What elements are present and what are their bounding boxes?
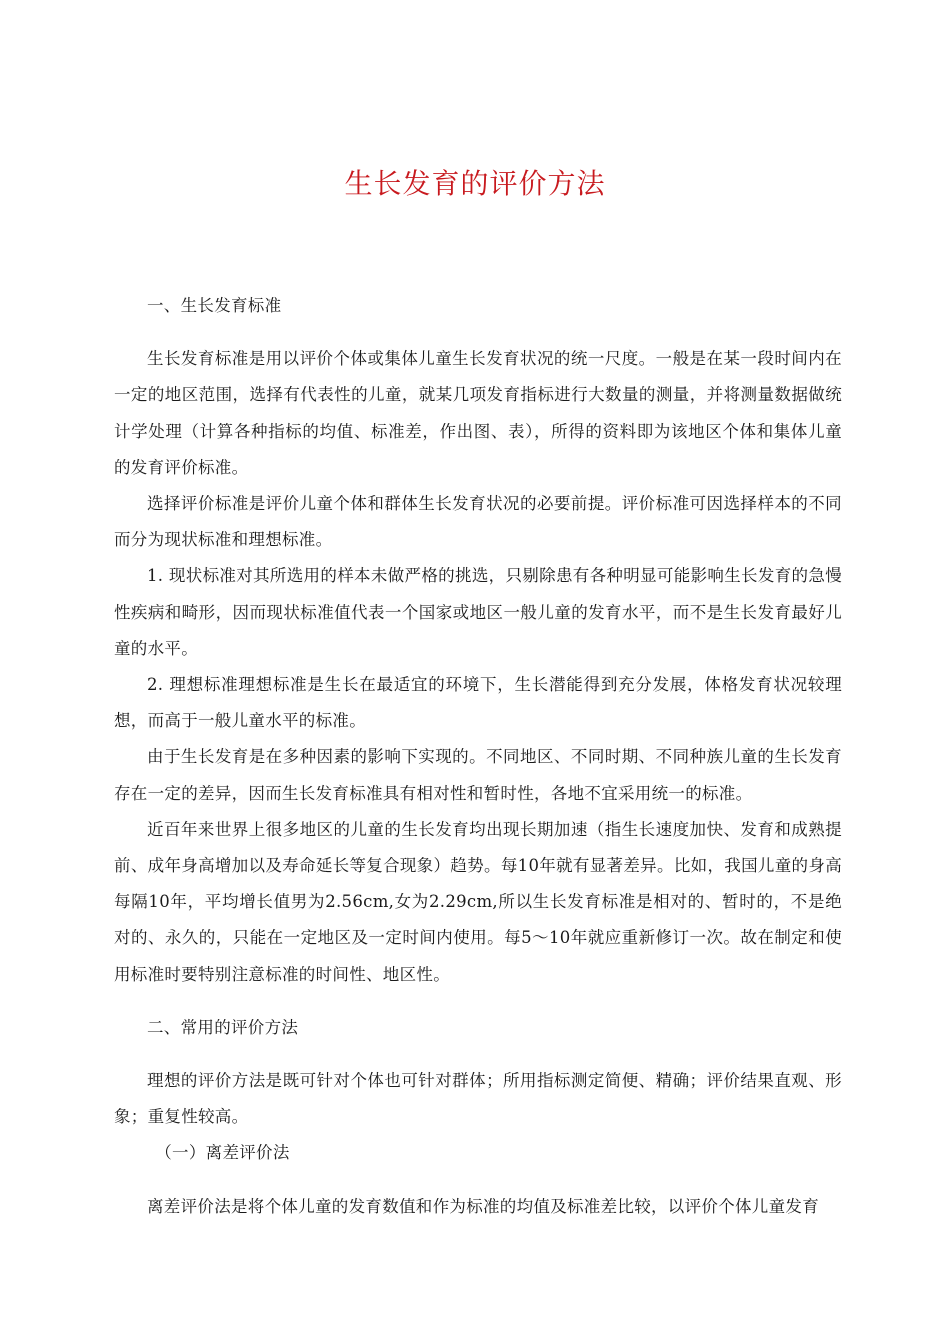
subsection-heading: （一）离差评价法 xyxy=(155,1143,290,1163)
paragraph: 选择评价标准是评价儿童个体和群体生长发育状况的必要前提。评价标准可因选择样本的不同而分为现状标准和理想标准。 xyxy=(114,494,842,550)
document-body xyxy=(114,288,842,1225)
spacer xyxy=(114,324,842,341)
spacer xyxy=(114,1046,842,1063)
paragraph: 1. 现状标准对其所选用的样本未做严格的挑选，只剔除患有各种明显可能影响生长发育的急慢性疾病和畸形，因而现状标准值代表一个国家或地区一般儿童的发育水平，而不是生长发育最好儿童的水平。 xyxy=(114,566,842,658)
spacer xyxy=(114,993,842,1010)
paragraph: 理想的评价方法是既可针对个体也可针对群体；所用指标测定简便、精确；评价结果直观、形象；重复性较高。 xyxy=(114,1071,842,1127)
paragraph: 近百年来世界上很多地区的儿童的生长发育均出现长期加速（指生长速度加快、发育和成熟提前、成年身高增加以及寿命延长等复合现象）趋势。每10年就有显著差异。比如，我国儿童的身高每隔10年，平均增长值男为2.56cm,女为2.29cm,所以生长发育标准是相对的、暂时的，不是绝对的、永久的，只能在一定地区及一定时间内使用。每5～10年就应重新修订一次。故在制定和使用标准时要特别注意标准的时间性、地区性。 xyxy=(114,819,842,984)
paragraph: 2. 理想标准理想标准是生长在最适宜的环境下，生长潜能得到充分发展，体格发育状况较理想，而高于一般儿童水平的标准。 xyxy=(114,675,842,731)
paragraph: 离差评价法是将个体儿童的发育数值和作为标准的均值及标准差比较，以评价个体儿童发育 xyxy=(147,1196,819,1216)
paragraph: 由于生长发育是在多种因素的影响下实现的。不同地区、不同时期、不同种族儿童的生长发育存在一定的差异，因而生长发育标准具有相对性和暂时性，各地不宜采用统一的标准。 xyxy=(114,747,842,803)
spacer xyxy=(114,1172,842,1189)
document-title: 生长发育的评价方法 xyxy=(344,167,606,200)
paragraph: 生长发育标准是用以评价个体或集体儿童生长发育状况的统一尺度。一般是在某一段时间内在一定的地区范围，选择有代表性的儿童，就某几项发育指标进行大数量的测量，并将测量数据做统计学处理（计算各种指标的均值、标准差，作出图、表），所得的资料即为该地区个体和集体儿童的发育评价标准。 xyxy=(114,349,842,477)
section-heading-2: 二、常用的评价方法 xyxy=(147,1017,299,1037)
section-heading-1: 一、生长发育标准 xyxy=(147,296,282,315)
